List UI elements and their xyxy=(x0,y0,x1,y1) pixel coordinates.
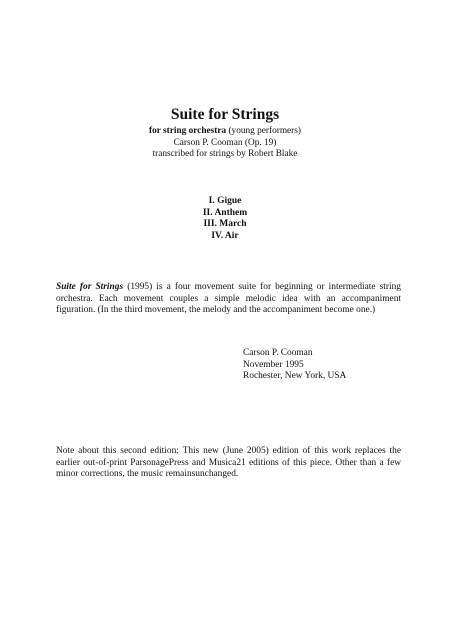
movement-item: IV. Air xyxy=(211,230,239,241)
instrumentation-note: (young performers) xyxy=(226,126,301,136)
intro-text: (1995) is a four movement suite for beginning or intermediate string orchestra. Each movement couples a simple melodic idea with an accompaniment figuration. (In the third movement, the melody and the accompaniment become one.) xyxy=(56,282,401,316)
title-block xyxy=(0,106,450,161)
intro-paragraph xyxy=(56,282,401,317)
page-title: Suite for Strings xyxy=(170,106,280,123)
signature-date: November 1995 xyxy=(243,359,304,370)
movement-item: III. March xyxy=(203,219,247,229)
edition-note: Note about this second edition: This new (June 2005) edition of this work replaces the earlier out-of-print ParsonagePress and Musica21 editions of this piece. Other than a few minor corrections, the music remainsunchanged. xyxy=(56,446,401,480)
signature-place: Rochester, New York, USA xyxy=(243,371,347,382)
signature-block xyxy=(243,348,346,383)
composer-line: Carson P. Cooman (Op. 19) xyxy=(173,137,277,148)
intro-work-title: Suite for Strings xyxy=(56,282,124,292)
movement-list xyxy=(0,196,450,242)
transcriber-line: transcribed for strings by Robert Blake xyxy=(152,149,298,159)
movement-item: II. Anthem xyxy=(202,207,248,218)
signature-name: Carson P. Cooman xyxy=(243,348,313,358)
instrumentation-bold: for string orchestra xyxy=(149,126,227,136)
instrumentation-line xyxy=(0,126,450,138)
movement-item: I. Gigue xyxy=(208,196,242,206)
